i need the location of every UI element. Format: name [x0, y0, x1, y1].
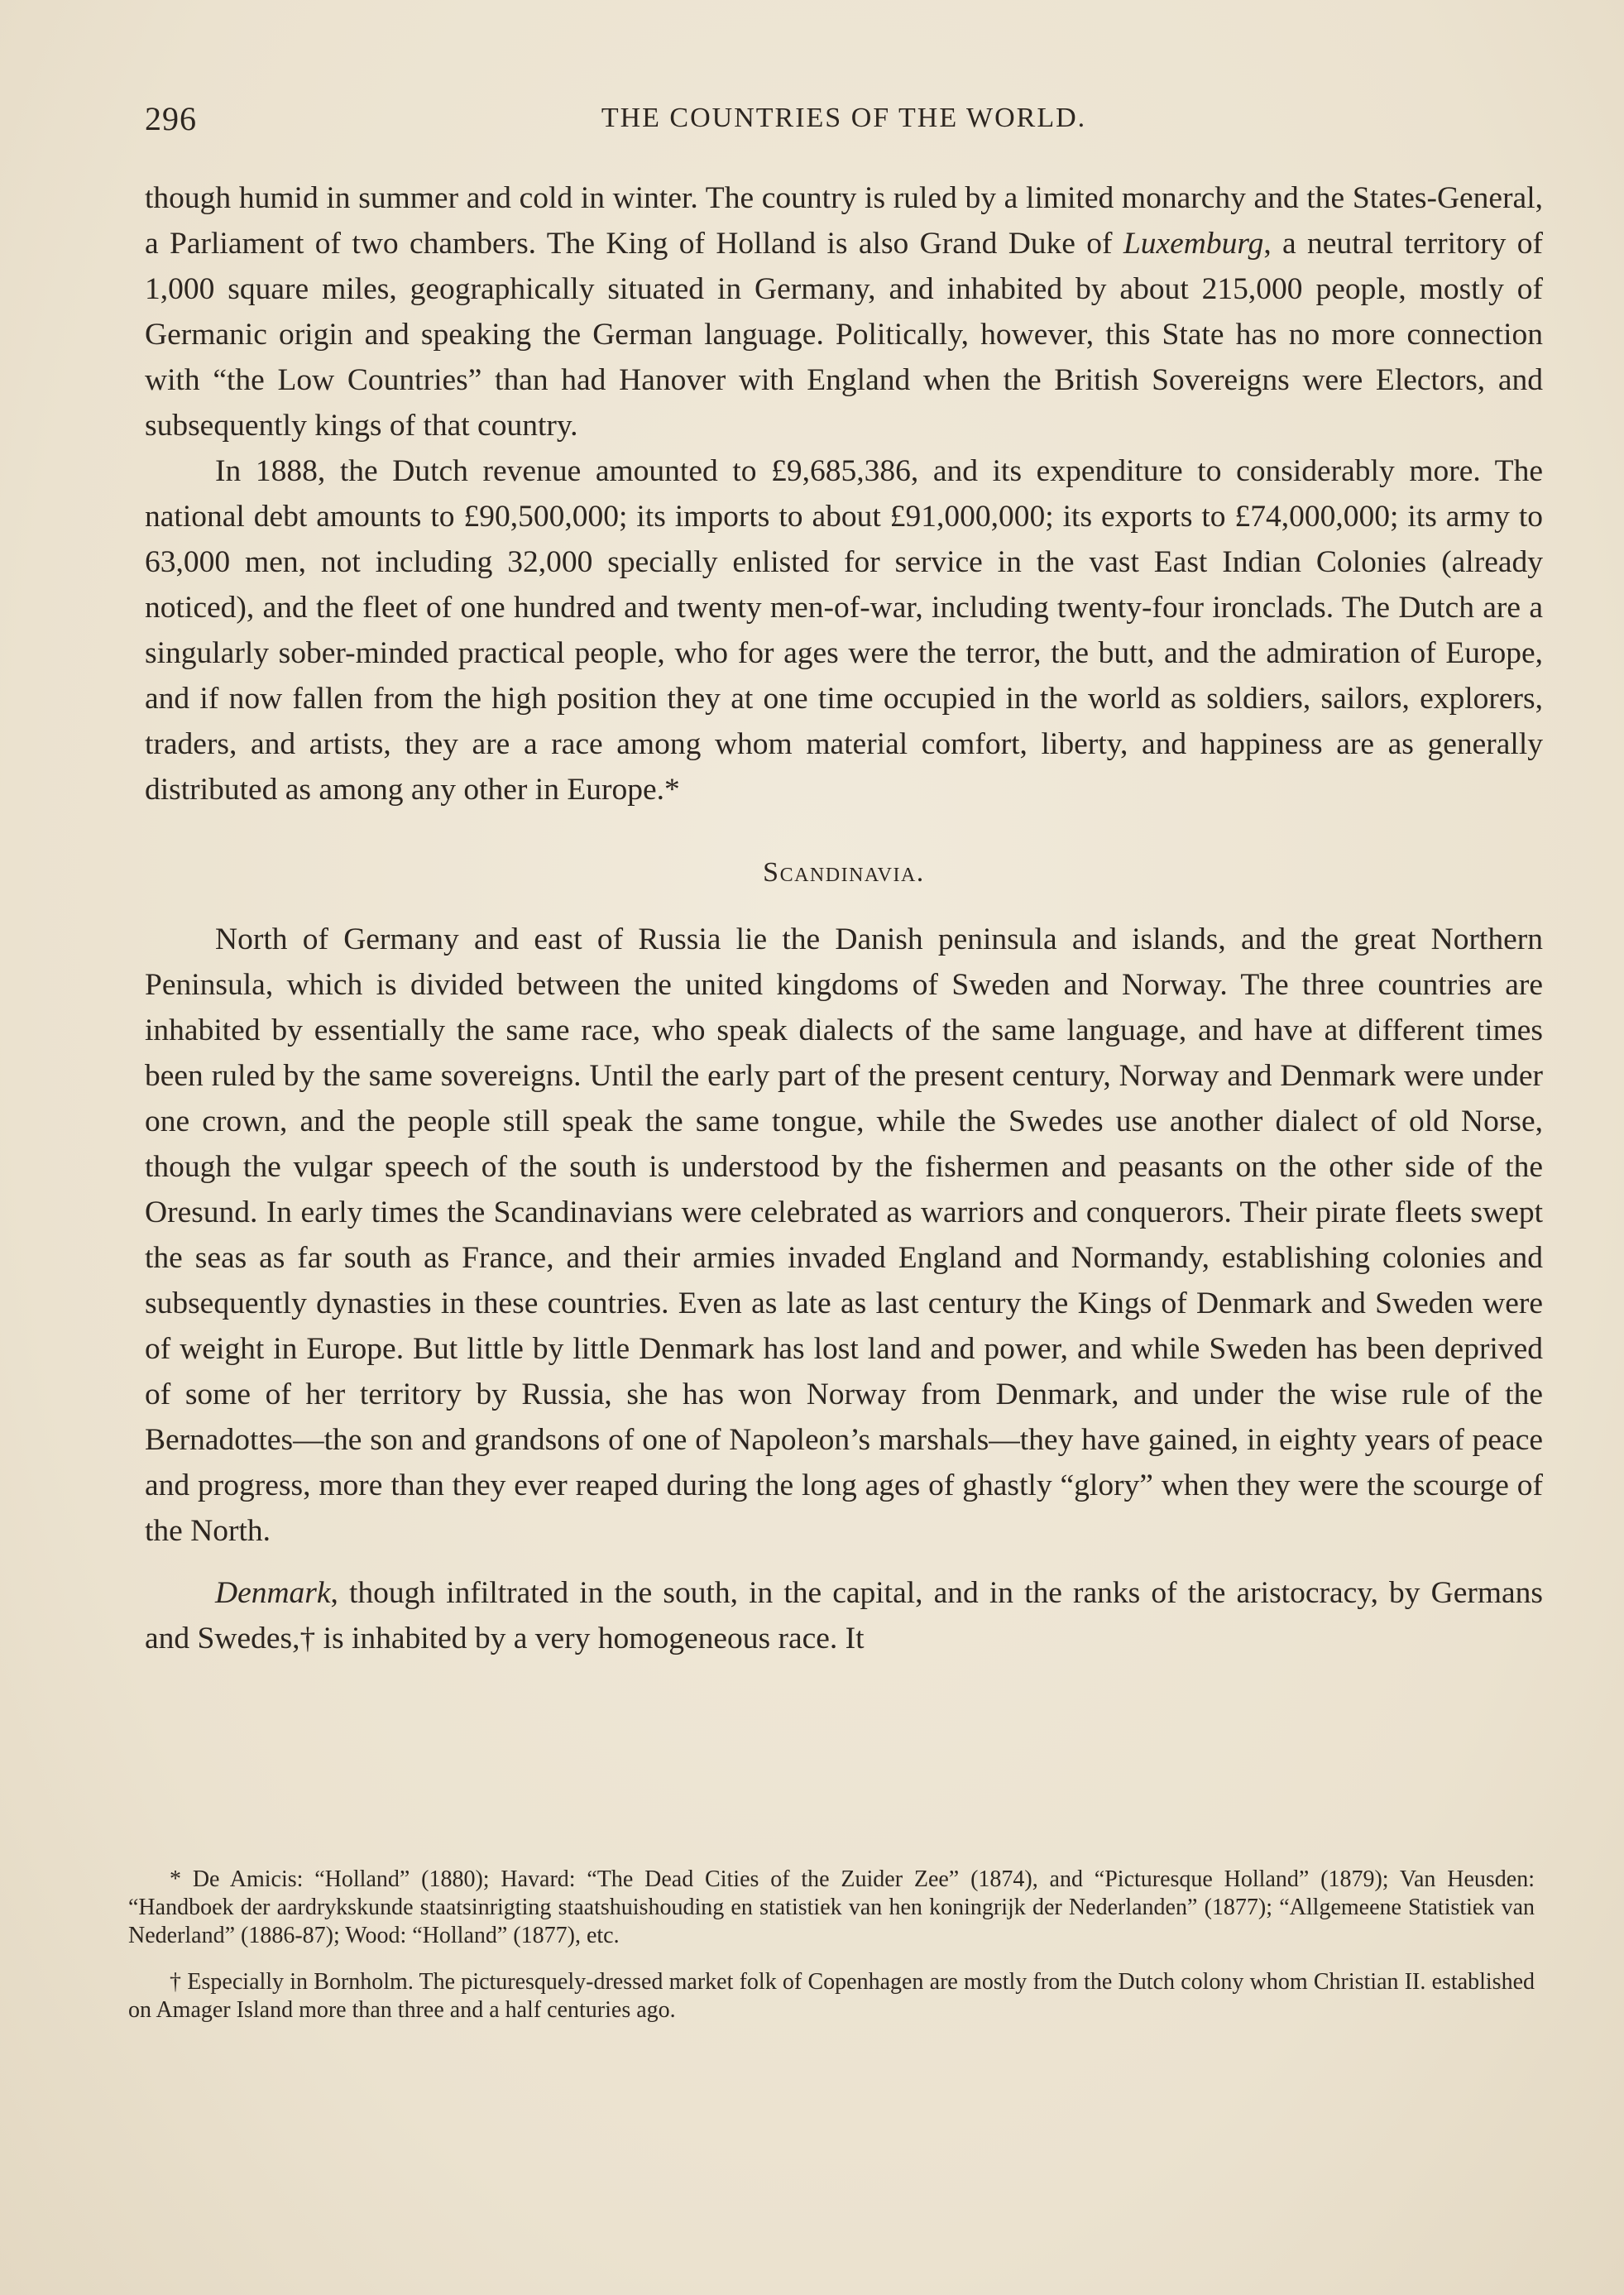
footnotes — [128, 1866, 1535, 2043]
paragraph-text: , a neutral territory of 1,000 square miles, geographically situated in Germany, and inhabited by about 215,000 people, mostly of Germanic origin and speaking the German language. Politically, however, this State has no more connection with “the Low Countries” than had Hanover with England when the British Sovereigns were Electors, and subsequently kings of that country. — [145, 227, 1543, 443]
page-header — [145, 99, 1543, 149]
italic-denmark: Denmark — [215, 1576, 331, 1610]
paragraph-scandinavia: North of Germany and east of Russia lie the Danish peninsula and islands, and the great Northern Peninsula, which is divided between the united kingdoms of Sweden and Norway. The three countries are inhabited by essentially the same race, who speak dialects of the same language, and have at different times been ruled by the same sovereigns. Until the early part of the present century, Norway and Denmark were under one crown, and the people still speak the same tongue, while the Swedes use another dialect of old Norse, though the vulgar speech of the south is understood by the fishermen and peasants on the other side of the Oresund. In early times the Scandinavians were celebrated as warriors and conquerors. Their pirate fleets swept the seas as far south as France, and their armies invaded England and Normandy, establishing colonies and subsequently dynasties in these countries. Even as late as last century the Kings of Denmark and Sweden were of weight in Europe. But little by little Denmark has lost land and power, and while Sweden has been deprived of some of her territory by Russia, she has won Norway from Denmark, and under the wise rule of the Bernadottes—the son and grandsons of one of Napoleon’s marshals—they have gained, in eighty years of peace and progress, more than they ever reaped during the long ages of ghastly “glory” when they were the scourge of the North. — [145, 922, 1543, 1548]
footnote-2: † Especially in Bornholm. The picturesquely-dressed market folk of Copenhagen are mostly from the Dutch colony whom Christian II. established on Amager Island more than three and a half centuries ago. — [128, 1969, 1535, 2023]
paragraph-denmark — [145, 1570, 1543, 1661]
paragraph-holland-government — [145, 175, 1543, 448]
page-number: 296 — [145, 100, 197, 137]
section-heading-scandinavia: Scandinavia. — [763, 857, 925, 888]
paragraph-dutch-revenue: In 1888, the Dutch revenue amounted to £9,685,386, and its expenditure to considerably more. The national debt amounts to £90,500,000; its imports to about £91,000,000; its exports to £74,000,000; its army to 63,000 men, not including 32,000 specially enlisted for service in the vast East Indian Colonies (already noticed), and the fleet of one hundred and twenty men-of-war, including twenty-four ironclads. The Dutch are a singularly sober-minded practical people, who for ages were the terror, the butt, and the admiration of Europe, and if now fallen from the high position they at one time occupied in the world as soldiers, sailors, explorers, traders, and artists, they are a race among whom material comfort, liberty, and happiness are as generally distributed as among any other in Europe.* — [145, 454, 1543, 807]
main-text — [145, 175, 1543, 1661]
italic-luxemburg: Luxemburg — [1123, 227, 1264, 261]
footnote-1: * De Amicis: “Holland” (1880); Havard: “The Dead Cities of the Zuider Zee” (1874), and “Picturesque Holland” (1879); Van Heusden: “Handboek der aardrykskunde staatsinrigting staatshuishouding en statistiek van hen koningrijk der Nederlanden” (1877); “Allgemeene Statistiek van Nederland” (1886-87); Wood: “Holland” (1877), etc. — [128, 1866, 1535, 1948]
running-title: THE COUNTRIES OF THE WORLD. — [601, 103, 1087, 133]
paragraph-text: though humid in summer and cold in winter. The country is ruled by a limited monarchy and the States-General, a Parliament of two chambers. The King of Holland is also Grand Duke of — [145, 181, 1543, 261]
paragraph-text: , though infiltrated in the south, in the capital, and in the ranks of the aristocracy, by Germans and Swedes,† is inhabited by a very homogeneous race. It — [145, 1576, 1543, 1655]
